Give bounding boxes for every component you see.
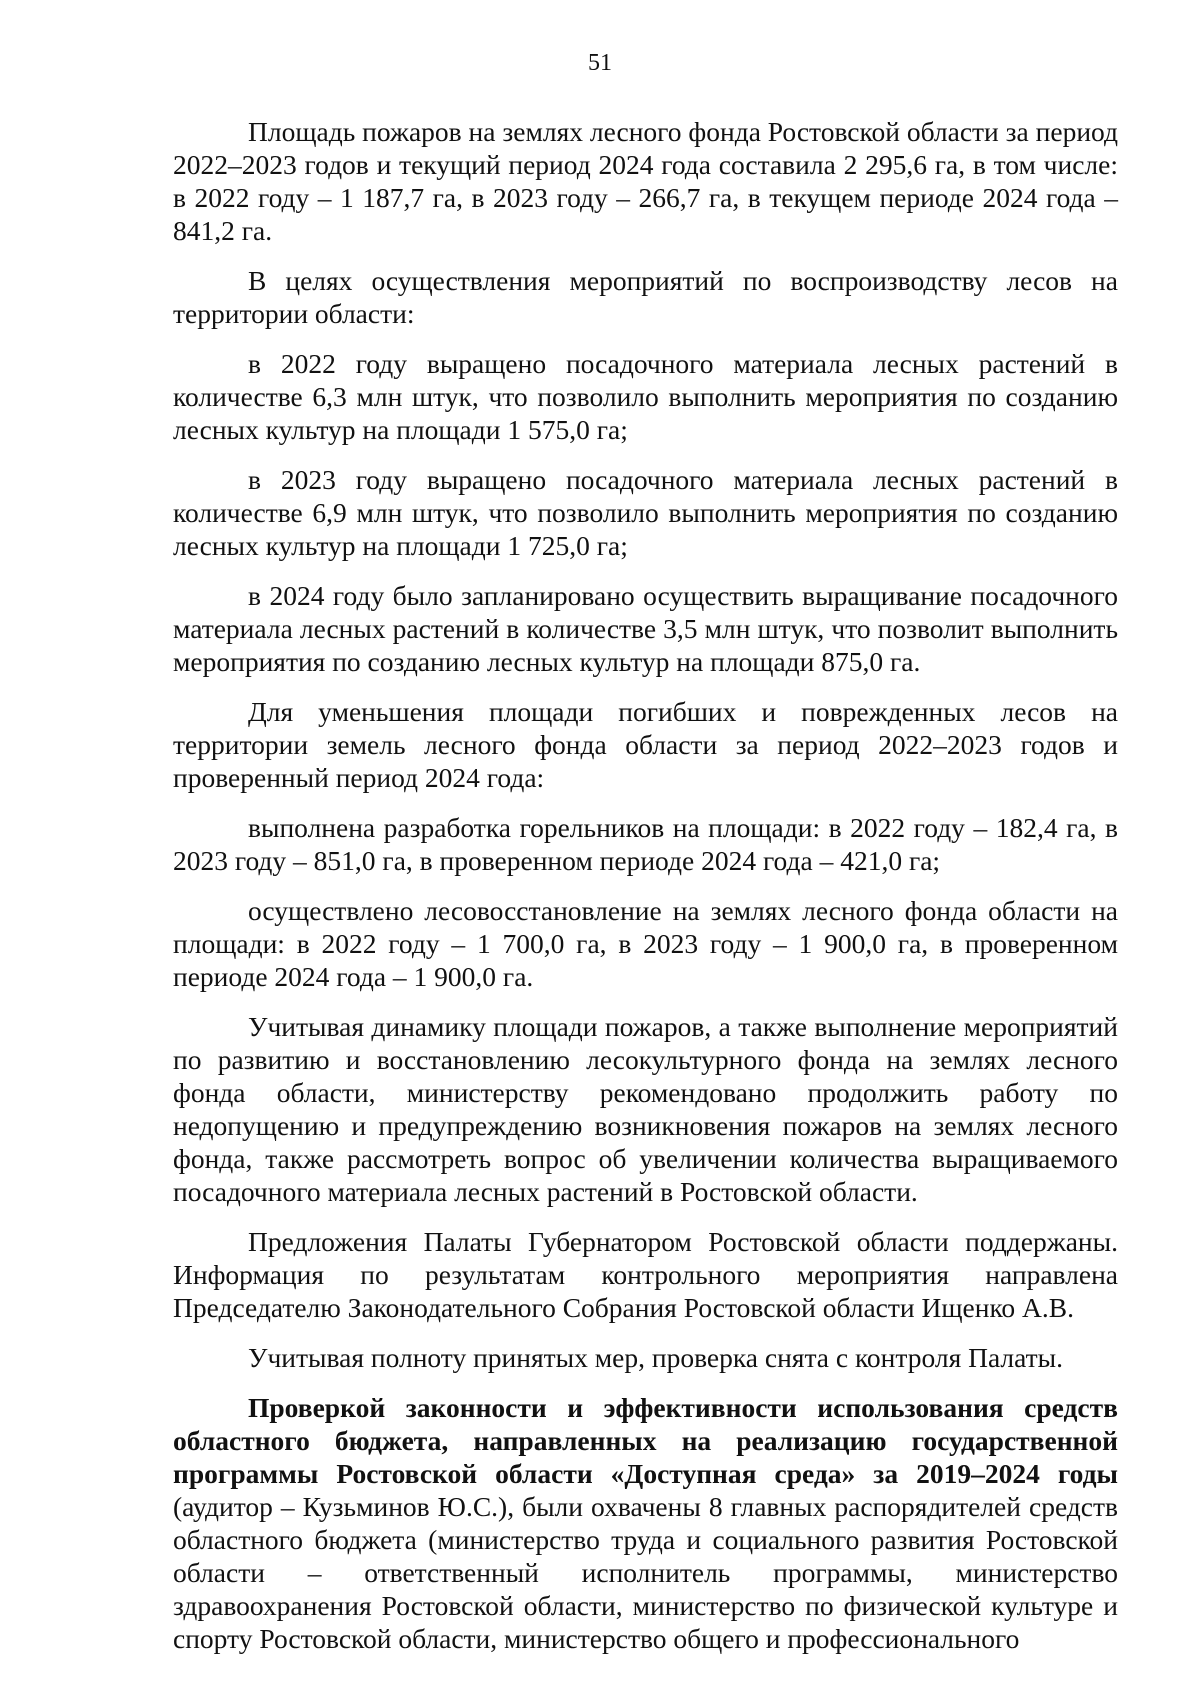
paragraph-burnt-areas: выполнена разработка горельников на площади: в 2022 году – 182,4 га, в 2023 году – 851,0 га, в проверенном периоде 2024 года – 421,0 га; bbox=[173, 812, 1118, 876]
audit-description: (аудитор – Кузьминов Ю.С.), были охвачены 8 главных распорядителей средств областного бюджета (министерство труда и социального развития Ростовской области – ответственный исполнитель программы, министерство здравоохранения Ростовской области, министерство по физической культуре и спорту Ростовской области, министерство общего и профессионального bbox=[173, 1491, 1118, 1654]
paragraph-accessible-environment-audit bbox=[173, 1391, 1118, 1655]
paragraph-2023-planting: в 2023 году выращено посадочного материала лесных растений в количестве 6,9 млн штук, что позволило выполнить мероприятия по созданию лесных культур на площади 1 725,0 га; bbox=[173, 464, 1118, 561]
audit-title-bold: Проверкой законности и эффективности использования средств областного бюджета, направленных на реализацию государственной программы Ростовской области «Доступная среда» за 2019–2024 годы bbox=[173, 1392, 1118, 1489]
paragraph-control-removed: Учитывая полноту принятых мер, проверка снята с контроля Палаты. bbox=[248, 1342, 1064, 1373]
paragraph-2022-planting: в 2022 году выращено посадочного материала лесных растений в количестве 6,3 млн штук, что позволило выполнить мероприятия по созданию лесных культур на площади 1 575,0 га; bbox=[173, 348, 1118, 445]
paragraph-proposals: Предложения Палаты Губернатором Ростовской области поддержаны. Информация по результатам контрольного мероприятия направлена Председателю Законодательного Собрания Ростовской области Ищенко А.В. bbox=[173, 1226, 1118, 1323]
paragraph-recommendation: Учитывая динамику площади пожаров, а также выполнение мероприятий по развитию и восстановлению лесокультурного фонда на землях лесного фонда области, министерству рекомендовано продолжить работу по недопущению и предупреждению возникновения пожаров на землях лесного фонда, также рассмотреть вопрос об увеличении количества выращиваемого посадочного материала лесных растений в Ростовской области. bbox=[173, 1011, 1118, 1207]
paragraph-2024-planting: в 2024 году было запланировано осуществить выращивание посадочного материала лесных растений в количестве 3,5 млн штук, что позволит выполнить мероприятия по созданию лесных культур на площади 875,0 га. bbox=[173, 580, 1118, 677]
document-body bbox=[173, 115, 1118, 1655]
paragraph-fire-area: Площадь пожаров на землях лесного фонда Ростовской области за период 2022–2023 годов и текущий период 2024 года составила 2 295,6 га, в том числе: в 2022 году – 1 187,7 га, в 2023 году – 266,7 га, в текущем периоде 2024 года – 841,2 га. bbox=[173, 116, 1118, 246]
paragraph-damaged-forests-intro: Для уменьшения площади погибших и поврежденных лесов на территории земель лесного фонда области за период 2022–2023 годов и проверенный период 2024 года: bbox=[173, 696, 1118, 793]
paragraph-reforestation-intro: В целях осуществления мероприятий по воспроизводству лесов на территории области: bbox=[173, 265, 1118, 329]
paragraph-forest-restoration: осуществлено лесовосстановление на землях лесного фонда области на площади: в 2022 году – 1 700,0 га, в 2023 году – 1 900,0 га, в проверенном периоде 2024 года – 1 900,0 га. bbox=[173, 895, 1118, 992]
page-number: 51 bbox=[588, 50, 612, 76]
